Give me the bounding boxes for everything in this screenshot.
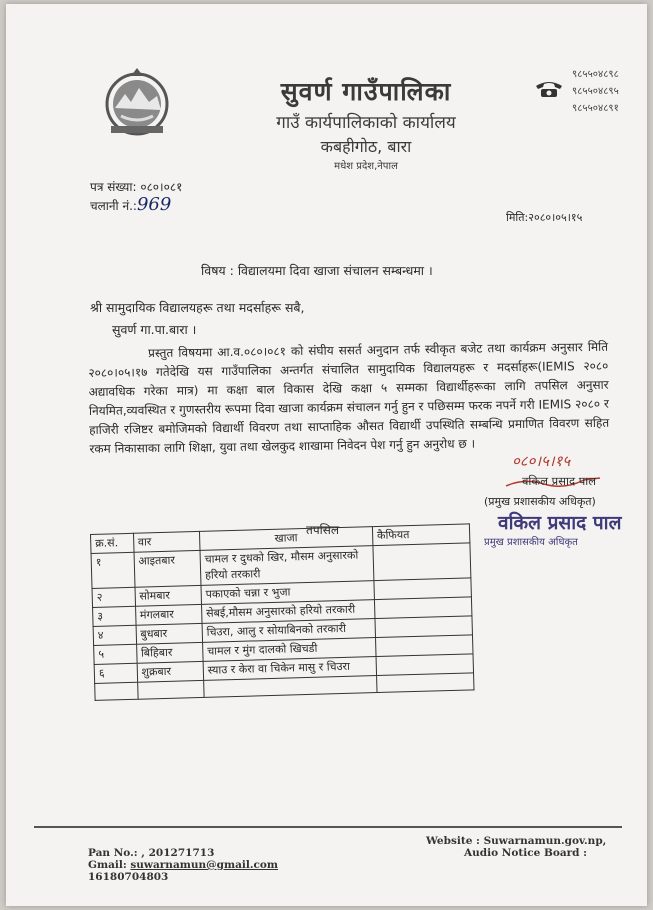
nepal-emblem-logo (101, 66, 173, 138)
stamp-designation: प्रमुख प्रशासकीय अधिकृत (484, 537, 578, 548)
cell-serial: ३ (93, 606, 136, 626)
cell-remarks (373, 543, 471, 581)
cell-day: आइतबार (134, 550, 201, 587)
gmail-label: Gmail: (88, 859, 127, 871)
audio-notice-board: Audio Notice Board : (464, 847, 588, 859)
cell-serial: २ (92, 587, 135, 607)
cell-meal: चिउरा, आलु र सोयाबिनको तरकारी (202, 619, 375, 643)
table-caption: तपसिल (306, 523, 340, 537)
addressee (90, 297, 305, 341)
cell-day: शुक्रबार (137, 661, 204, 682)
cell-meal: पकाएको चन्ना र भुजा (201, 581, 374, 605)
footer-divider (34, 826, 622, 828)
reference-block (90, 178, 182, 215)
footer-left (88, 847, 278, 883)
email-link[interactable]: suwarnamun@gmail.com (130, 859, 279, 871)
signatory-designation: (प्रमुख प्रशासकीय अधिकृत) (484, 495, 596, 508)
footer-phone: 16180704803 (88, 871, 169, 883)
header-serial: क्र.सं. (91, 533, 134, 553)
cell-serial: १ (91, 552, 135, 588)
province-name: मधेश प्रदेश,नेपाल (334, 161, 398, 172)
website-link[interactable]: Website : Suwarnamun.gov.np, (426, 835, 607, 847)
header-remarks: कैफियत (372, 524, 470, 546)
cell-day: सोमबार (135, 585, 202, 606)
cell-meal: सेबई,मौसम अनुसारको हरियो तरकारी (201, 600, 374, 624)
addressee-line2: सुवर्ण गा.पा.बारा । (112, 322, 197, 337)
letter-page (6, 4, 647, 906)
meal-schedule-table (90, 523, 475, 701)
patra-value: ०८०।०८१ (140, 180, 183, 194)
phone-number: ९८५५०४८९५ (572, 86, 619, 97)
cell-meal: चामल र दुधको खिर, मौसम अनुसारको हरियो तरकारी (200, 546, 374, 586)
handwritten-signature: ०८०।५।१५ (512, 452, 571, 470)
subject-line: विषय : विद्यालयमा दिवा खाजा संचालन सम्बन्धमा । (201, 263, 433, 278)
cell-day: बुधबार (136, 623, 203, 644)
letter-date: मिति:२०८०।०५।१५ (506, 211, 583, 224)
stamp-name: वकिल प्रसाद पाल (498, 512, 622, 534)
cell-empty (95, 682, 138, 700)
phone-numbers (572, 66, 619, 117)
telephone-icon (534, 78, 564, 98)
cell-day: मंगलबार (135, 604, 202, 625)
cell-serial: ५ (94, 644, 137, 664)
cell-serial: ६ (94, 663, 137, 683)
chalani-value: 969 (136, 194, 172, 215)
letter-body: प्रस्तुत विषयमा आ.व.०८०।०८१ को संघीय ससर्त अनुदान तर्फ स्वीकृत बजेट तथा कार्यक्रम अनुसार मिति २०८०।०५।१७ गतेदेखि यस गाउँपालिका अन्तर्गत संचालित सामुदायिक विद्यालयहरू र मदर्साहरू(IEMIS २०८० अद्यावधिक गरेका मात्र) मा कक्षा बाल विकास देखि कक्षा ५ सम्मका विद्यार्थीहरूका लागि तपसिल अनुसार नियमित,व्यवस्थित र गुणस्तरीय रूपमा दिवा खाजा कार्यक्रम संचालन गर्नु हुन र पछिसम्म फरक नपर्ने गरी IEMIS २०८० र हाजिरी रजिष्टर बमोजिमको विद्यार्थी विवरण तथा साप्ताहिक औसत विद्यार्थी उपस्थिति सम्बन्धि प्रमाणित विवरण सहित रकम निकासाका लागि शिक्षा, युवा तथा खेलकुद शाखामा निवेदन पेश गर्नु हुन अनुरोध छ । (88, 339, 610, 456)
patra-label: पत्र संख्या: (90, 180, 137, 194)
cell-serial: ४ (93, 625, 136, 645)
cell-empty (376, 673, 474, 693)
cell-empty (137, 680, 204, 699)
cell-meal: स्याउ र केरा वा चिकेन मासु र चिउरा (203, 657, 376, 681)
office-name: गाउँ कार्यपालिकाको कार्यालय (276, 113, 456, 133)
footer-right (426, 835, 606, 859)
municipality-title: सुवर्ण गाउँपालिका (280, 77, 452, 106)
phone-number: ९८५५०४८९१ (572, 103, 619, 114)
cell-day: बिहिबार (136, 642, 203, 663)
addressee-line1: श्री सामुदायिक विद्यालयहरू तथा मदर्साहरू सबै, (90, 300, 305, 315)
chalani-label: चलानी नं.: (90, 199, 137, 213)
cell-meal: चामल र मुंग दालको खिचडी (202, 638, 375, 662)
header-meal: खाजा (199, 527, 372, 551)
phone-number: ९८५५०४८९८ (572, 69, 619, 80)
header-day: वार (133, 531, 200, 552)
cell-empty (204, 676, 377, 698)
pan-number: Pan No.: , 201271713 (88, 847, 215, 859)
signatory-name: वकिल प्रसाद पाल (522, 474, 597, 488)
office-location: कबहीगोठ, बारा (320, 137, 412, 156)
